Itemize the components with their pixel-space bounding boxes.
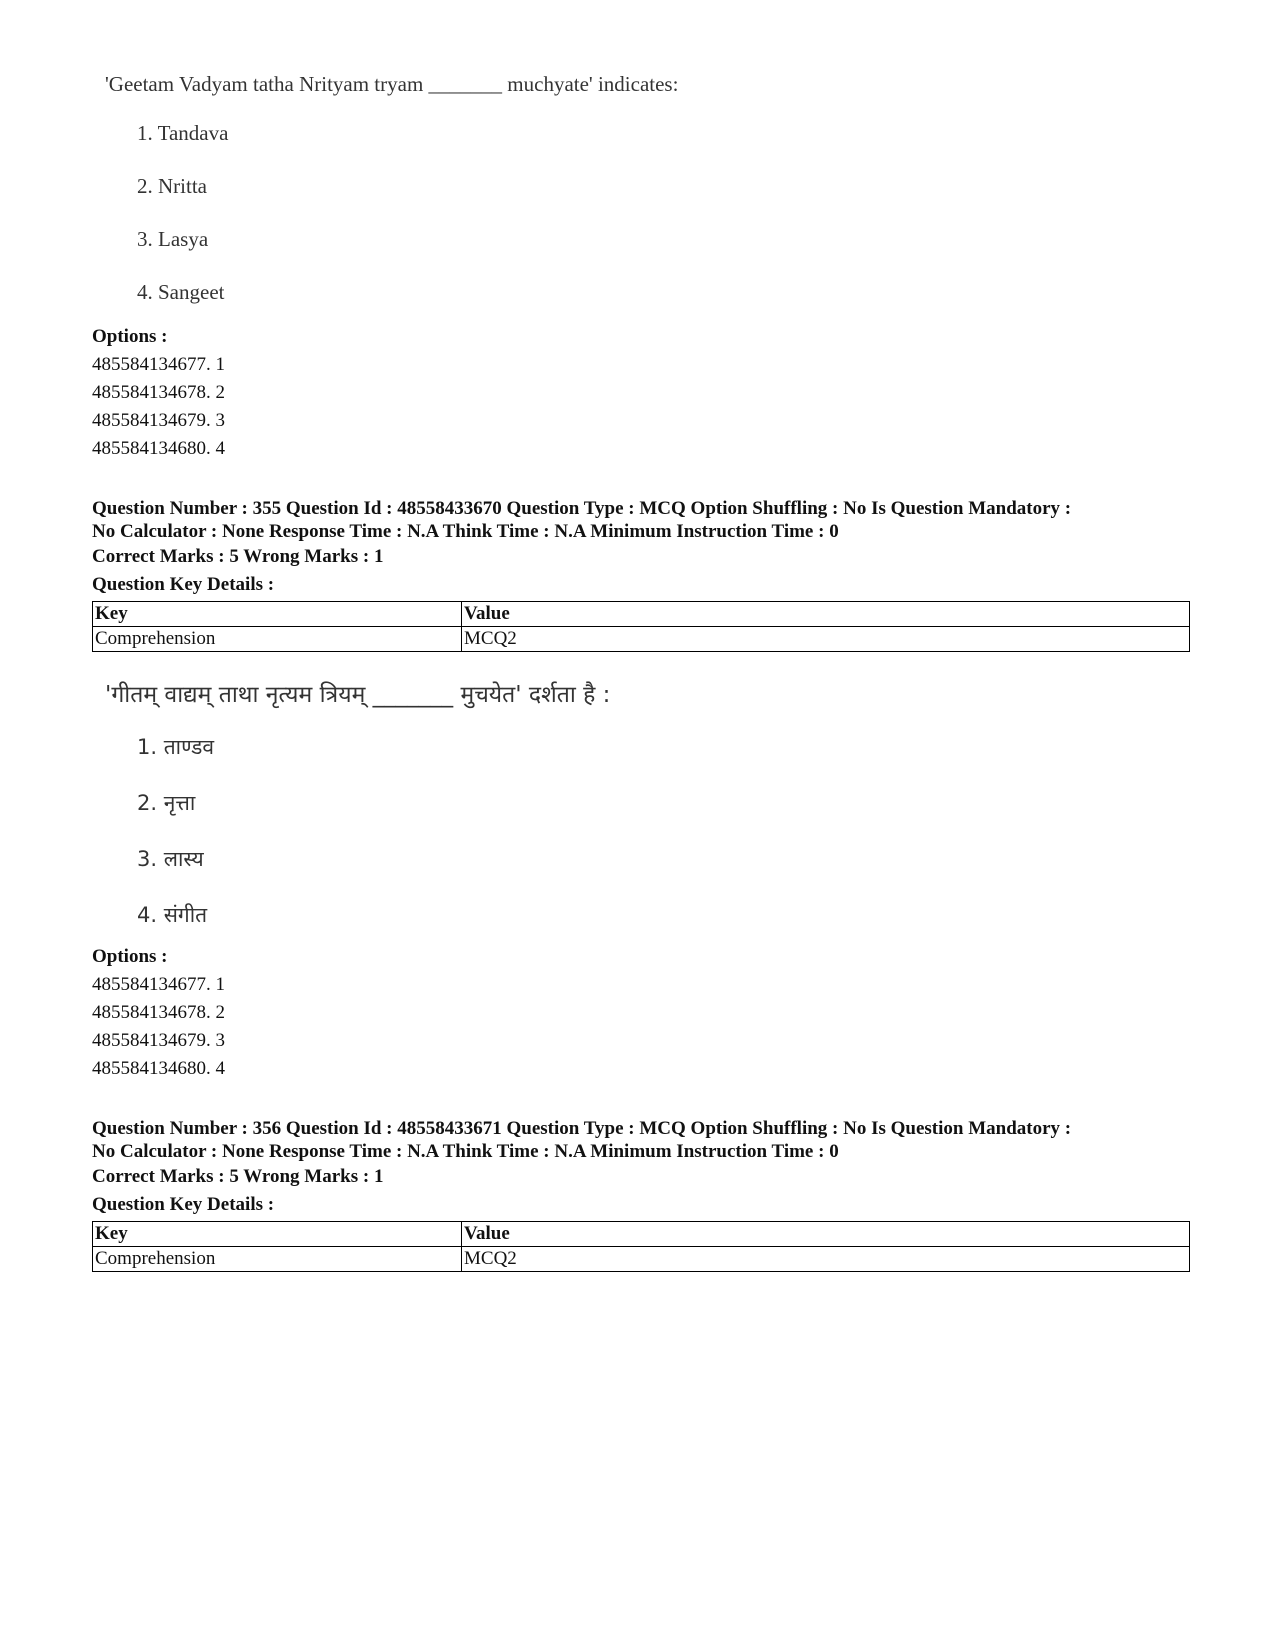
table-cell: MCQ2 bbox=[462, 627, 1190, 652]
choice-item: 4. Sangeet bbox=[137, 280, 225, 304]
table-header-row bbox=[93, 602, 1190, 627]
question-meta-line: No Calculator : None Response Time : N.A Think Time : N.A Minimum Instruction Time : 0 bbox=[92, 1141, 839, 1162]
choice-item: 3. लास्य bbox=[137, 847, 204, 871]
table-header-cell: Key bbox=[93, 1222, 462, 1247]
table-header-row bbox=[93, 1222, 1190, 1247]
choice-item: 2. Nritta bbox=[137, 174, 207, 198]
choice-item: 1. Tandava bbox=[137, 121, 229, 145]
question-meta-line: No Calculator : None Response Time : N.A Think Time : N.A Minimum Instruction Time : 0 bbox=[92, 521, 839, 542]
options-block bbox=[92, 323, 1192, 463]
key-details-label: Question Key Details : bbox=[92, 1194, 275, 1215]
options-block bbox=[92, 943, 1192, 1083]
choice-item: 1. ताण्डव bbox=[137, 735, 215, 759]
options-label: Options : bbox=[92, 326, 168, 347]
question-image-hindi bbox=[105, 684, 905, 961]
question-image-english bbox=[105, 74, 905, 335]
question-meta-line: Question Number : 355 Question Id : 48558433670 Question Type : MCQ Option Shuffling : No Is Question Mandatory : bbox=[92, 498, 1072, 519]
table-header-cell: Value bbox=[462, 1222, 1190, 1247]
option-item: 485584134678. 2 bbox=[92, 382, 225, 403]
table-header-cell: Key bbox=[93, 602, 462, 627]
option-item: 485584134677. 1 bbox=[92, 354, 225, 375]
table-header-cell: Value bbox=[462, 602, 1190, 627]
question-meta-356 bbox=[92, 1117, 1192, 1272]
question-text: 'गीतम् वाद्यम् ताथा नृत्यम त्रियम् _______ मुचयेत' दर्शता है : bbox=[105, 682, 611, 708]
option-item: 485584134680. 4 bbox=[92, 438, 225, 459]
marks-line: Correct Marks : 5 Wrong Marks : 1 bbox=[92, 1166, 384, 1187]
options-label: Options : bbox=[92, 946, 168, 967]
key-details-table bbox=[92, 1221, 1190, 1272]
key-details-table bbox=[92, 601, 1190, 652]
option-item: 485584134678. 2 bbox=[92, 1002, 225, 1023]
choice-item: 4. संगीत bbox=[137, 903, 208, 927]
choice-item: 2. नृत्ता bbox=[137, 791, 196, 815]
marks-line: Correct Marks : 5 Wrong Marks : 1 bbox=[92, 546, 384, 567]
option-item: 485584134680. 4 bbox=[92, 1058, 225, 1079]
table-row bbox=[93, 1247, 1190, 1272]
table-row bbox=[93, 627, 1190, 652]
option-item: 485584134679. 3 bbox=[92, 410, 225, 431]
table-cell: Comprehension bbox=[93, 627, 462, 652]
option-item: 485584134677. 1 bbox=[92, 974, 225, 995]
choice-list bbox=[137, 737, 905, 961]
table-cell: Comprehension bbox=[93, 1247, 462, 1272]
question-text: 'Geetam Vadyam tatha Nrityam tryam _______ muchyate' indicates: bbox=[105, 72, 679, 96]
choice-item: 3. Lasya bbox=[137, 227, 209, 251]
key-details-label: Question Key Details : bbox=[92, 574, 275, 595]
table-cell: MCQ2 bbox=[462, 1247, 1190, 1272]
option-item: 485584134679. 3 bbox=[92, 1030, 225, 1051]
question-meta-355 bbox=[92, 497, 1192, 652]
choice-list bbox=[137, 123, 905, 335]
question-meta-line: Question Number : 356 Question Id : 48558433671 Question Type : MCQ Option Shuffling : No Is Question Mandatory : bbox=[92, 1118, 1072, 1139]
